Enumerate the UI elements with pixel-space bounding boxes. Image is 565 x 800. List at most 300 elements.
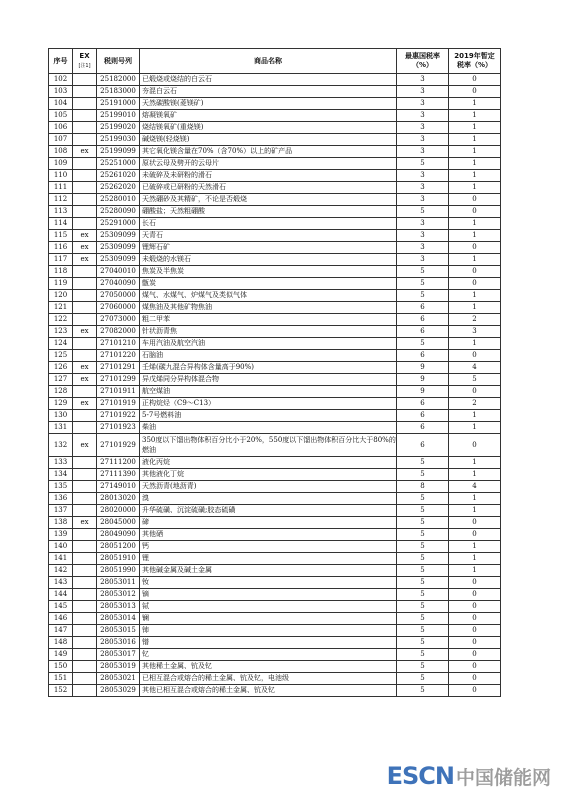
cell-product-name: 未煅烧的水镁石 [140,254,397,266]
cell-tariff-code: 27050000 [97,290,140,302]
cell-ex [73,577,97,589]
table-row [49,517,501,529]
header-seq: 序号 [49,49,73,74]
cell-mfn-rate: 3 [397,86,449,98]
cell-product-name: 夯混白云石 [140,86,397,98]
cell-tariff-code: 28053029 [97,685,140,697]
cell-provisional-rate: 0 [449,86,501,98]
cell-provisional-rate: 1 [449,218,501,230]
cell-provisional-rate: 0 [449,386,501,398]
cell-seq: 114 [49,218,73,230]
table-row [49,625,501,637]
cell-provisional-rate: 0 [449,589,501,601]
cell-ex [73,302,97,314]
table-row [49,134,501,146]
cell-ex: ex [73,434,97,457]
cell-mfn-rate: 5 [397,685,449,697]
cell-seq: 145 [49,601,73,613]
cell-ex [73,529,97,541]
cell-product-name: 天然碳酸镁(菱镁矿) [140,98,397,110]
cell-tariff-code: 25199020 [97,122,140,134]
cell-provisional-rate: 1 [449,410,501,422]
cell-tariff-code: 27101291 [97,362,140,374]
cell-seq: 142 [49,565,73,577]
cell-ex [73,338,97,350]
cell-mfn-rate: 6 [397,434,449,457]
table-row [49,230,501,242]
cell-provisional-rate: 1 [449,122,501,134]
cell-product-name: 煤焦油及其他矿物焦油 [140,302,397,314]
cell-seq: 108 [49,146,73,158]
table-row [49,182,501,194]
cell-seq: 126 [49,362,73,374]
cell-seq: 133 [49,457,73,469]
cell-mfn-rate: 3 [397,122,449,134]
cell-product-name: 甑炭 [140,278,397,290]
cell-seq: 140 [49,541,73,553]
cell-ex [73,565,97,577]
table-row [49,338,501,350]
cell-product-name: 航空煤油 [140,386,397,398]
table-row [49,194,501,206]
table-row [49,386,501,398]
table-row [49,685,501,697]
cell-seq: 113 [49,206,73,218]
cell-seq: 151 [49,673,73,685]
cell-product-name: 其他液化丁烷 [140,469,397,481]
cell-seq: 122 [49,314,73,326]
cell-mfn-rate: 3 [397,74,449,86]
cell-provisional-rate: 1 [449,230,501,242]
table-row [49,601,501,613]
header-mfn-label: 最惠国税率 [405,52,440,60]
cell-provisional-rate: 1 [449,302,501,314]
table-row [49,86,501,98]
cell-product-name: 溴 [140,493,397,505]
cell-ex [73,386,97,398]
cell-mfn-rate: 5 [397,290,449,302]
cell-product-name: 液化丙烷 [140,457,397,469]
cell-product-name: 5-7号燃料油 [140,410,397,422]
cell-seq: 143 [49,577,73,589]
cell-provisional-rate: 1 [449,146,501,158]
cell-mfn-rate: 5 [397,457,449,469]
cell-tariff-code: 25199099 [97,146,140,158]
cell-provisional-rate: 0 [449,517,501,529]
cell-product-name: 针状沥青焦 [140,326,397,338]
cell-provisional-rate: 0 [449,625,501,637]
cell-provisional-rate: 0 [449,74,501,86]
cell-product-name: 异戊烯同分异构体混合物 [140,374,397,386]
cell-mfn-rate: 5 [397,589,449,601]
cell-product-name: 铽 [140,601,397,613]
cell-seq: 107 [49,134,73,146]
cell-tariff-code: 27040090 [97,278,140,290]
cell-tariff-code: 25280090 [97,206,140,218]
cell-seq: 128 [49,386,73,398]
cell-provisional-rate: 1 [449,469,501,481]
cell-seq: 110 [49,170,73,182]
header-temp [449,49,501,74]
cell-provisional-rate: 1 [449,170,501,182]
table-row [49,457,501,469]
cell-provisional-rate: 0 [449,649,501,661]
table-row [49,302,501,314]
cell-ex: ex [73,230,97,242]
cell-seq: 109 [49,158,73,170]
table-row [49,122,501,134]
cell-seq: 112 [49,194,73,206]
table-row [49,74,501,86]
cell-tariff-code: 25182000 [97,74,140,86]
cell-mfn-rate: 3 [397,194,449,206]
cell-mfn-rate: 8 [397,481,449,493]
cell-tariff-code: 27101919 [97,398,140,410]
cell-ex: ex [73,146,97,158]
cell-ex [73,541,97,553]
cell-provisional-rate: 0 [449,266,501,278]
cell-provisional-rate: 0 [449,278,501,290]
header-temp-unit: 税率（%） [456,61,492,69]
cell-tariff-code: 27111200 [97,457,140,469]
table-body [49,74,501,697]
cell-tariff-code: 28051910 [97,553,140,565]
cell-mfn-rate: 9 [397,374,449,386]
table-row [49,158,501,170]
cell-product-name: 其他已相互混合或熔合的稀土金属、钪及钇 [140,685,397,697]
cell-tariff-code: 28051200 [97,541,140,553]
cell-mfn-rate: 6 [397,398,449,410]
cell-mfn-rate: 6 [397,302,449,314]
cell-product-name: 镝 [140,589,397,601]
header-name: 商品名称 [140,49,397,74]
cell-ex: ex [73,517,97,529]
cell-provisional-rate: 1 [449,290,501,302]
cell-ex [73,410,97,422]
cell-tariff-code: 28051990 [97,565,140,577]
cell-mfn-rate: 5 [397,278,449,290]
cell-provisional-rate: 1 [449,338,501,350]
cell-mfn-rate: 5 [397,661,449,673]
cell-product-name: 其他碱金属及碱土金属 [140,565,397,577]
cell-provisional-rate: 3 [449,326,501,338]
cell-provisional-rate: 4 [449,481,501,493]
cell-provisional-rate: 1 [449,493,501,505]
cell-mfn-rate: 3 [397,218,449,230]
cell-product-name: 已煅烧或烧结的白云石 [140,74,397,86]
cell-seq: 136 [49,493,73,505]
cell-mfn-rate: 5 [397,649,449,661]
cell-product-name: 其他稀土金属、钪及钇 [140,661,397,673]
cell-seq: 148 [49,637,73,649]
cell-tariff-code: 28045000 [97,517,140,529]
cell-seq: 115 [49,230,73,242]
cell-ex [73,350,97,362]
cell-seq: 103 [49,86,73,98]
cell-mfn-rate: 6 [397,326,449,338]
cell-product-name: 未破碎及未研粉的滑石 [140,170,397,182]
cell-provisional-rate: 1 [449,565,501,577]
cell-product-name: 其它氧化镁含量在70%（含70%）以上的矿产品 [140,146,397,158]
table-row [49,553,501,565]
cell-mfn-rate: 5 [397,637,449,649]
header-ex-label: EX [79,51,90,60]
cell-mfn-rate: 6 [397,350,449,362]
table-row [49,637,501,649]
cell-product-name: 粗二甲苯 [140,314,397,326]
cell-provisional-rate: 1 [449,505,501,517]
cell-mfn-rate: 3 [397,230,449,242]
header-ex [73,49,97,74]
cell-ex [73,637,97,649]
table-row [49,481,501,493]
cell-seq: 138 [49,517,73,529]
cell-tariff-code: 27101220 [97,350,140,362]
cell-provisional-rate: 2 [449,398,501,410]
cell-tariff-code: 28053016 [97,637,140,649]
cell-tariff-code: 28020000 [97,505,140,517]
header-ex-note: [注1] [78,62,91,69]
cell-product-name: 升华硫磺、沉淀硫磺;胶态硫磺 [140,505,397,517]
cell-ex: ex [73,398,97,410]
cell-tariff-code: 25251000 [97,158,140,170]
cell-product-name: 天青石 [140,230,397,242]
cell-seq: 131 [49,422,73,434]
cell-seq: 144 [49,589,73,601]
cell-mfn-rate: 5 [397,553,449,565]
table-row [49,110,501,122]
cell-tariff-code: 25191000 [97,98,140,110]
cell-tariff-code: 25261020 [97,170,140,182]
cell-ex [73,685,97,697]
cell-tariff-code: 27073000 [97,314,140,326]
cell-seq: 106 [49,122,73,134]
table-row [49,469,501,481]
cell-provisional-rate: 0 [449,206,501,218]
cell-product-name: 煤气、水煤气、炉煤气及类似气体 [140,290,397,302]
cell-ex [73,86,97,98]
cell-mfn-rate: 5 [397,529,449,541]
cell-mfn-rate: 5 [397,601,449,613]
table-row [49,290,501,302]
cell-tariff-code: 28053017 [97,649,140,661]
cell-product-name: 长石 [140,218,397,230]
cell-mfn-rate: 5 [397,338,449,350]
cell-seq: 147 [49,625,73,637]
cell-ex [73,625,97,637]
cell-product-name: 焦炭及半焦炭 [140,266,397,278]
table-row [49,374,501,386]
cell-provisional-rate: 1 [449,158,501,170]
cell-seq: 102 [49,74,73,86]
table-row [49,98,501,110]
table-row [49,577,501,589]
cell-seq: 152 [49,685,73,697]
cell-mfn-rate: 5 [397,541,449,553]
cell-tariff-code: 27040010 [97,266,140,278]
cell-seq: 132 [49,434,73,457]
cell-seq: 130 [49,410,73,422]
table-row [49,589,501,601]
cell-tariff-code: 28053021 [97,673,140,685]
cell-mfn-rate: 3 [397,98,449,110]
cell-product-name: 天然硼砂及其精矿，不论是否煅烧 [140,194,397,206]
cell-ex [73,110,97,122]
cell-ex [73,290,97,302]
cell-tariff-code: 28049090 [97,529,140,541]
cell-seq: 121 [49,302,73,314]
cell-provisional-rate: 0 [449,434,501,457]
table-row [49,218,501,230]
cell-ex [73,206,97,218]
cell-provisional-rate: 0 [449,661,501,673]
cell-tariff-code: 25262020 [97,182,140,194]
cell-provisional-rate: 0 [449,637,501,649]
cell-tariff-code: 25309099 [97,254,140,266]
table-row [49,529,501,541]
header-code: 税则号列 [97,49,140,74]
cell-product-name: 已破碎或已研粉的天然滑石 [140,182,397,194]
cell-ex [73,493,97,505]
tariff-table [48,48,501,697]
cell-mfn-rate: 5 [397,565,449,577]
cell-seq: 117 [49,254,73,266]
cell-tariff-code: 27060000 [97,302,140,314]
cell-seq: 150 [49,661,73,673]
cell-provisional-rate: 1 [449,110,501,122]
table-row [49,254,501,266]
cell-mfn-rate: 9 [397,362,449,374]
cell-provisional-rate: 1 [449,457,501,469]
cell-product-name: 熔凝镁氧矿 [140,110,397,122]
cell-mfn-rate: 5 [397,206,449,218]
cell-provisional-rate: 0 [449,529,501,541]
cell-seq: 116 [49,242,73,254]
cell-ex [73,589,97,601]
cell-tariff-code: 27101923 [97,422,140,434]
table-row [49,362,501,374]
cell-ex: ex [73,242,97,254]
cell-product-name: 壬烯(碳九混合异构体含量高于90%) [140,362,397,374]
table-row [49,326,501,338]
cell-product-name: 镨 [140,637,397,649]
cell-seq: 149 [49,649,73,661]
cell-seq: 123 [49,326,73,338]
cell-tariff-code: 28053014 [97,613,140,625]
cell-ex [73,98,97,110]
cell-tariff-code: 27101299 [97,374,140,386]
cell-provisional-rate: 0 [449,613,501,625]
cell-seq: 135 [49,481,73,493]
cell-product-name: 钙 [140,541,397,553]
cell-provisional-rate: 0 [449,601,501,613]
cell-ex [73,601,97,613]
cell-ex [73,182,97,194]
cell-ex: ex [73,326,97,338]
cell-mfn-rate: 6 [397,422,449,434]
table-row [49,206,501,218]
cell-seq: 118 [49,266,73,278]
cell-mfn-rate: 6 [397,314,449,326]
cell-ex [73,481,97,493]
cell-seq: 134 [49,469,73,481]
cell-provisional-rate: 1 [449,134,501,146]
table-header-row [49,49,501,74]
cell-seq: 124 [49,338,73,350]
cell-tariff-code: 25199030 [97,134,140,146]
table-row [49,434,501,457]
cell-tariff-code: 25309099 [97,230,140,242]
cell-product-name: 镧 [140,613,397,625]
cell-seq: 139 [49,529,73,541]
tariff-table-sheet [48,48,500,697]
header-mfn [397,49,449,74]
cell-tariff-code: 25183000 [97,86,140,98]
cell-ex [73,457,97,469]
cell-ex [73,74,97,86]
cell-mfn-rate: 3 [397,242,449,254]
cell-mfn-rate: 9 [397,386,449,398]
cell-mfn-rate: 5 [397,673,449,685]
cell-product-name: 石脑油 [140,350,397,362]
table-row [49,649,501,661]
cell-tariff-code: 28053013 [97,601,140,613]
cell-tariff-code: 27101911 [97,386,140,398]
cell-ex [73,170,97,182]
cell-tariff-code: 25199010 [97,110,140,122]
cell-ex [73,266,97,278]
table-row [49,565,501,577]
cell-ex [73,422,97,434]
cell-provisional-rate: 0 [449,194,501,206]
cell-provisional-rate: 1 [449,422,501,434]
table-row [49,673,501,685]
escn-logo: ESCN [386,762,454,790]
cell-mfn-rate: 5 [397,613,449,625]
cell-ex: ex [73,374,97,386]
cell-ex [73,649,97,661]
cell-provisional-rate: 0 [449,685,501,697]
cell-ex [73,278,97,290]
cell-product-name: 铈 [140,625,397,637]
cell-seq: 119 [49,278,73,290]
table-row [49,493,501,505]
cell-provisional-rate: 1 [449,553,501,565]
table-row [49,266,501,278]
cell-mfn-rate: 5 [397,517,449,529]
cell-ex [73,673,97,685]
cell-tariff-code: 25309099 [97,242,140,254]
cell-mfn-rate: 5 [397,469,449,481]
cell-seq: 125 [49,350,73,362]
cell-product-name: 正构烷烃（C9～C13） [140,398,397,410]
cell-product-name: 已相互混合或熔合的稀土金属、钪及钇，电池级 [140,673,397,685]
cell-provisional-rate: 1 [449,98,501,110]
cell-provisional-rate: 1 [449,254,501,266]
cell-seq: 146 [49,613,73,625]
cell-product-name: 硼酸盐；天然粗硼酸 [140,206,397,218]
cell-product-name: 锂 [140,553,397,565]
cell-product-name: 钇 [140,649,397,661]
cell-mfn-rate: 5 [397,266,449,278]
cell-seq: 104 [49,98,73,110]
cell-tariff-code: 25291000 [97,218,140,230]
cell-product-name: 350度以下馏出物体积百分比小于20%，550度以下馏出物体积百分比大于80%的燃油 [140,434,397,457]
cell-seq: 105 [49,110,73,122]
cell-mfn-rate: 5 [397,625,449,637]
cell-mfn-rate: 3 [397,170,449,182]
cell-product-name: 原状云母及劈开的云母片 [140,158,397,170]
